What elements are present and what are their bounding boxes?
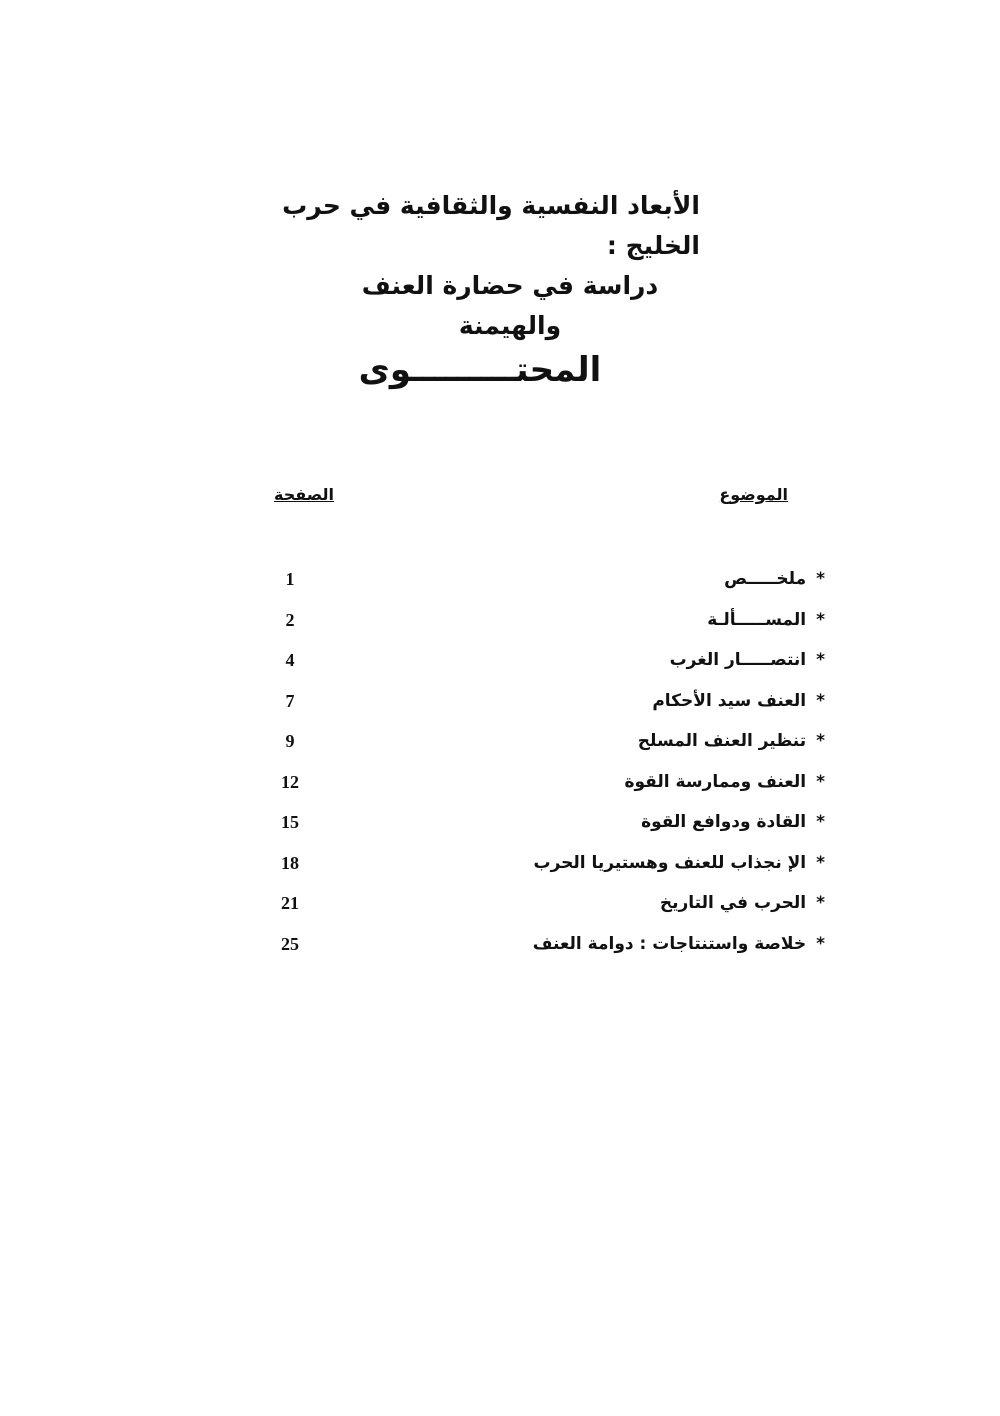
toc-entry-text: الإ نجذاب للعنف وهستيريا الحرب [533,852,807,873]
toc-entry-text: تنظير العنف المسلح [637,731,807,751]
toc-entry-title [652,684,825,718]
toc-entry [250,765,825,806]
toc-entry-text: خلاصة واستنتاجات : دوامة العنف [532,933,807,954]
toc-entry-page: 21 [281,893,299,913]
toc-entry-title [707,603,825,637]
bullet-icon: * [816,812,825,832]
toc-entry-title [624,765,825,799]
topic-column-header: الموضوع [719,485,788,504]
toc-entry-title [533,846,825,880]
toc-entry-text: انتصـــــار الغرب [669,650,807,670]
toc-entry [250,927,825,968]
toc-entry-text: القادة ودوافع القوة [641,812,807,832]
bullet-icon: * [816,690,825,711]
toc-entry-page: 2 [285,609,295,630]
toc-entry-title [641,805,825,839]
toc-entry [250,886,825,927]
toc-entry [250,805,825,846]
toc-entry-page: 4 [285,650,295,670]
title-line-2: دراسة في حضارة العنف والهيمنة [361,271,659,340]
bullet-icon: * [816,609,825,630]
toc-entry-title [660,886,825,920]
toc-entry [250,724,825,765]
toc-entry-page: 12 [281,771,299,792]
toc-entry-text: ملخـــــص [724,569,807,589]
toc-entry-title [533,927,825,961]
page-column-header: الصفحة [274,485,335,504]
table-of-contents [250,562,825,967]
toc-entry-title [670,643,825,677]
toc-entry-page: 7 [285,690,295,711]
bullet-icon: * [816,933,825,954]
toc-entry-text: العنف وممارسة القوة [624,771,807,792]
toc-entry [250,603,825,644]
title-line-1: الأبعاد النفسية والثقافية في حرب الخليج : [282,191,700,260]
bullet-icon: * [816,569,825,589]
toc-entry [250,684,825,725]
bullet-icon: * [816,893,825,913]
toc-entry-page: 1 [285,569,295,589]
contents-heading: المحتـــــــــوى [358,350,602,390]
toc-entry-text: العنف سيد الأحكام [652,690,807,711]
toc-entry [250,846,825,887]
bullet-icon: * [816,650,825,670]
toc-entry-page: 18 [281,852,299,873]
toc-entry-page: 9 [285,731,295,751]
bullet-icon: * [816,771,825,792]
toc-entry-page: 15 [281,812,299,832]
toc-entry-title [724,562,825,596]
document-title [280,186,700,346]
bullet-icon: * [816,852,825,873]
toc-entry-title [638,724,825,758]
toc-entry [250,643,825,684]
toc-entry-page: 25 [281,933,299,954]
toc-entry-text: المســـــألـة [707,609,807,630]
toc-entry-text: الحرب في التاريخ [659,893,807,913]
toc-entry [250,562,825,603]
bullet-icon: * [816,731,825,751]
